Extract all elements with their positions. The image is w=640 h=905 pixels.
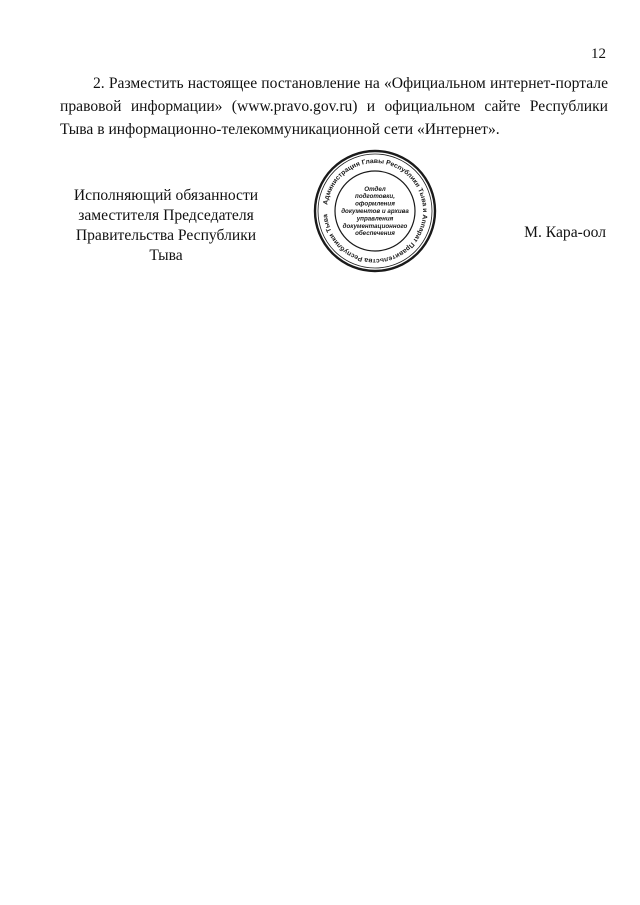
seal-center-line: документационного — [342, 222, 408, 230]
seal-center-line: обеспечения — [355, 230, 395, 238]
signatory-title-line-2: заместителя Председателя — [78, 207, 254, 224]
seal-ring-text: Администрация Главы Республики Тыва и Аппарат Правительства Республики Тыва — [322, 157, 429, 265]
seal-stamp-icon — [312, 148, 438, 274]
seal-center-line: документов и архива — [341, 208, 409, 215]
page-number: 12 — [591, 46, 606, 62]
seal-center-line: Отдел — [364, 185, 386, 193]
seal-center-line: подготовки, — [355, 193, 395, 201]
signatory-title — [58, 186, 274, 266]
paragraph-text: 2. Разместить настоящее постановление на «Официальном интернет-портале правовой информации» (www.pravo.gov.ru) и официальном сайте Республики Тыва в информационно-телекоммуникационной сети «Интернет». — [60, 75, 608, 138]
signatory-title-line-3: Правительства Республики Тыва — [75, 227, 257, 264]
body-paragraph — [60, 72, 608, 141]
seal-center-line: управления — [356, 215, 394, 223]
signatory-title-line-1: Исполняющий обязанности — [73, 187, 259, 204]
signatory-name: М. Кара-оол — [524, 224, 606, 241]
seal-center-line: оформления — [355, 200, 395, 208]
official-seal — [312, 148, 438, 274]
